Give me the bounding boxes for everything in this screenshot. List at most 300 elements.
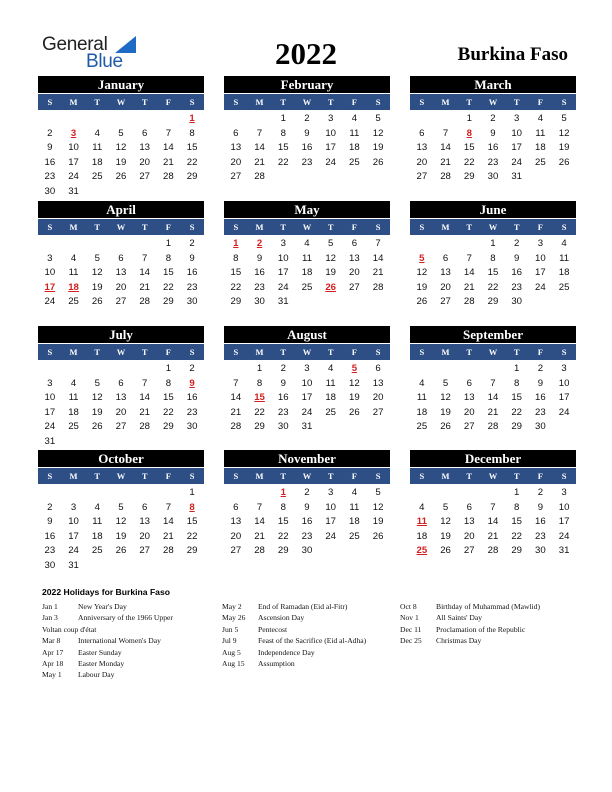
day-cell: 15	[463, 142, 475, 154]
holiday-item	[42, 669, 173, 680]
day-cell: 9	[304, 501, 310, 513]
holiday-day: 5	[351, 363, 358, 374]
logo-blue-text: Blue	[86, 51, 123, 72]
weekday-label: T	[280, 222, 287, 232]
weekday-label: M	[69, 347, 78, 357]
holiday-item	[222, 624, 366, 635]
day-cell: 25	[325, 406, 336, 418]
day-cell: 29	[254, 421, 265, 433]
week-row	[38, 391, 204, 406]
holiday-date: May 1	[42, 670, 62, 680]
weekday-label: F	[165, 471, 171, 481]
month-september	[410, 326, 576, 435]
weekday-label: S	[47, 471, 53, 481]
day-cell: 30	[535, 421, 546, 433]
day-cell: 5	[94, 377, 100, 389]
weekday-header	[410, 219, 576, 235]
month-name: August	[224, 326, 390, 343]
day-cell: 16	[535, 516, 546, 528]
day-cell: 7	[490, 501, 496, 513]
month-october	[38, 450, 204, 574]
day-cell: 1	[165, 363, 172, 374]
weekday-label: M	[69, 222, 78, 232]
weekday-label: M	[441, 222, 450, 232]
week-row	[224, 281, 390, 296]
day-cell: 18	[301, 267, 313, 279]
month-name: January	[38, 76, 204, 93]
day-cell: 20	[349, 267, 360, 279]
day-cell: 28	[440, 171, 451, 183]
weekday-label: W	[302, 222, 312, 232]
day-cell: 27	[463, 545, 475, 557]
empty-day-cell	[85, 112, 109, 127]
week-row	[410, 295, 576, 310]
weekday-label: S	[375, 347, 381, 357]
day-cell: 14	[163, 142, 174, 154]
empty-day-cell	[343, 420, 367, 435]
day-cell: 14	[163, 516, 174, 528]
week-row	[410, 377, 576, 392]
empty-day-cell	[410, 112, 434, 127]
day-cell: 8	[513, 501, 520, 513]
weekday-header	[38, 468, 204, 484]
week-row	[410, 252, 576, 267]
weekday-label: S	[47, 222, 53, 232]
day-cell: 15	[230, 267, 242, 279]
holiday-item	[222, 612, 366, 623]
weekday-label: T	[141, 347, 148, 357]
empty-day-cell	[85, 185, 109, 200]
week-row	[224, 530, 390, 545]
week-row	[224, 486, 390, 501]
week-row	[224, 515, 390, 530]
day-cell: 12	[115, 142, 127, 154]
day-cell: 28	[254, 171, 265, 183]
weekday-header	[410, 468, 576, 484]
holiday-item	[42, 601, 173, 612]
month-name: September	[410, 326, 576, 343]
weekday-label: F	[165, 97, 171, 107]
week-row	[38, 435, 204, 450]
weekday-label: M	[441, 347, 450, 357]
day-cell: 7	[256, 501, 263, 513]
day-cell: 23	[44, 171, 56, 183]
day-cell: 11	[349, 127, 360, 139]
day-cell: 8	[513, 377, 520, 389]
day-cell: 10	[558, 377, 570, 389]
day-cell: 26	[115, 171, 127, 183]
day-cell: 2	[304, 487, 310, 498]
week-row	[38, 252, 204, 267]
day-cell: 20	[463, 530, 475, 542]
empty-day-cell	[319, 544, 343, 559]
empty-day-cell	[343, 170, 367, 185]
day-cell: 16	[487, 142, 499, 154]
weekday-label: F	[537, 471, 543, 481]
weekday-header	[224, 94, 390, 110]
day-cell: 20	[230, 156, 242, 168]
week-row	[410, 281, 576, 296]
empty-day-cell	[366, 295, 390, 310]
holiday-item	[222, 647, 366, 658]
day-cell: 4	[537, 113, 544, 124]
week-row	[224, 295, 390, 310]
empty-day-cell	[109, 185, 133, 200]
week-row	[410, 420, 576, 435]
day-cell: 11	[68, 267, 79, 279]
day-cell: 21	[254, 530, 265, 542]
day-cell: 2	[537, 487, 544, 498]
week-row	[410, 170, 576, 185]
day-cell: 13	[139, 142, 150, 154]
day-cell: 6	[233, 127, 239, 139]
weekday-label: S	[233, 471, 239, 481]
day-cell: 14	[254, 516, 265, 528]
week-row	[224, 544, 390, 559]
weekday-label: S	[419, 97, 425, 107]
empty-day-cell	[85, 435, 109, 450]
day-cell: 6	[466, 377, 472, 389]
day-cell: 12	[91, 392, 103, 404]
month-name: April	[38, 201, 204, 218]
week-row	[38, 266, 204, 281]
weekday-label: T	[141, 471, 148, 481]
day-cell: 24	[68, 545, 79, 557]
day-cell: 11	[416, 392, 427, 404]
week-row	[38, 127, 204, 142]
day-cell: 8	[189, 127, 195, 139]
empty-day-cell	[157, 559, 181, 574]
day-cell: 7	[141, 252, 148, 264]
day-cell: 7	[256, 127, 263, 139]
empty-day-cell	[157, 435, 181, 450]
weekday-label: S	[189, 471, 195, 481]
day-cell: 27	[139, 545, 150, 557]
day-cell: 10	[325, 127, 336, 139]
day-cell: 23	[487, 156, 499, 168]
weekday-label: M	[69, 97, 78, 107]
day-cell: 25	[349, 156, 360, 168]
weekday-label: T	[327, 97, 334, 107]
day-cell: 4	[327, 363, 334, 374]
week-row	[38, 156, 204, 171]
day-cell: 30	[511, 296, 522, 308]
weekday-label: F	[165, 347, 171, 357]
month-november	[224, 450, 390, 559]
holiday-column	[400, 601, 540, 647]
day-cell: 1	[165, 238, 172, 249]
holiday-date: Aug 5	[222, 647, 241, 657]
day-cell: 3	[561, 363, 567, 374]
day-cell: 18	[91, 530, 103, 542]
day-cell: 12	[440, 392, 451, 404]
day-cell: 8	[233, 252, 239, 264]
day-cell: 27	[440, 296, 451, 308]
day-cell: 9	[47, 142, 53, 154]
month-name: June	[410, 201, 576, 218]
empty-day-cell	[481, 486, 505, 501]
empty-day-cell	[457, 486, 481, 501]
empty-day-cell	[62, 435, 86, 450]
day-cell: 2	[490, 113, 496, 124]
day-cell: 14	[440, 142, 451, 154]
week-row	[410, 544, 576, 559]
weekday-header	[224, 468, 390, 484]
holiday-column	[42, 601, 173, 681]
holiday-date: Mar 8	[42, 636, 61, 646]
holiday-name: Pentecost	[258, 624, 288, 634]
day-cell: 8	[280, 127, 286, 139]
day-cell: 13	[139, 516, 150, 528]
day-cell: 17	[301, 392, 313, 404]
day-cell: 4	[419, 377, 425, 389]
day-cell: 18	[535, 142, 546, 154]
weekday-label: W	[302, 347, 312, 357]
day-cell: 17	[44, 406, 56, 418]
day-cell: 5	[375, 487, 381, 498]
holiday-day: 15	[254, 392, 265, 404]
empty-day-cell	[38, 112, 62, 127]
week-row	[410, 501, 576, 516]
week-row	[224, 156, 390, 171]
day-cell: 22	[163, 281, 174, 293]
weekday-label: F	[351, 347, 357, 357]
day-cell: 23	[186, 281, 198, 293]
day-cell: 19	[372, 142, 384, 154]
holiday-date: Apr 18	[42, 658, 64, 668]
day-cell: 12	[325, 252, 336, 264]
day-cell: 3	[327, 487, 334, 498]
weekday-label: T	[280, 471, 287, 481]
empty-day-cell	[109, 112, 133, 127]
day-cell: 2	[513, 238, 520, 249]
day-cell: 5	[375, 113, 381, 124]
weekday-label: S	[419, 471, 425, 481]
day-cell: 6	[442, 252, 449, 264]
weekday-label: T	[141, 97, 148, 107]
day-cell: 12	[558, 127, 570, 139]
day-cell: 26	[91, 421, 103, 433]
day-cell: 14	[487, 516, 499, 528]
month-name: October	[38, 450, 204, 467]
month-name: February	[224, 76, 390, 93]
holiday-column	[222, 601, 366, 669]
day-cell: 25	[91, 545, 103, 557]
day-cell: 2	[537, 363, 544, 374]
day-cell: 18	[68, 406, 79, 418]
day-cell: 23	[511, 281, 522, 293]
day-cell: 4	[94, 501, 100, 513]
day-cell: 6	[141, 501, 148, 513]
day-cell: 21	[487, 406, 499, 418]
week-row	[224, 391, 390, 406]
empty-day-cell	[434, 237, 458, 252]
day-cell: 30	[186, 296, 198, 308]
day-cell: 13	[463, 392, 475, 404]
day-cell: 3	[47, 252, 53, 264]
holiday-name: Easter Sunday	[78, 647, 122, 657]
day-cell: 31	[301, 421, 313, 433]
weekday-header	[410, 344, 576, 360]
day-cell: 7	[490, 377, 496, 389]
empty-day-cell	[434, 486, 458, 501]
day-cell: 27	[463, 421, 475, 433]
empty-day-cell	[457, 362, 481, 377]
weekday-label: W	[488, 347, 498, 357]
day-cell: 21	[163, 156, 174, 168]
day-cell: 24	[301, 406, 313, 418]
day-cell: 7	[442, 127, 449, 139]
day-cell: 19	[91, 406, 103, 418]
day-cell: 1	[466, 113, 472, 124]
day-cell: 15	[511, 392, 522, 404]
empty-day-cell	[38, 362, 62, 377]
weekday-header	[38, 219, 204, 235]
weekday-label: S	[419, 222, 425, 232]
week-row	[224, 266, 390, 281]
day-cell: 20	[139, 530, 150, 542]
empty-day-cell	[109, 435, 133, 450]
weekday-label: T	[466, 222, 473, 232]
day-cell: 15	[186, 142, 198, 154]
day-cell: 7	[375, 238, 381, 249]
day-cell: 5	[118, 127, 124, 139]
weekday-label: T	[466, 97, 473, 107]
empty-day-cell	[343, 295, 367, 310]
day-cell: 15	[487, 267, 499, 279]
day-cell: 22	[277, 156, 289, 168]
day-cell: 14	[139, 267, 150, 279]
holiday-day: 1	[189, 113, 195, 124]
week-row	[224, 252, 390, 267]
week-row	[224, 362, 390, 377]
week-row	[410, 266, 576, 281]
day-cell: 26	[440, 421, 451, 433]
day-cell: 19	[440, 406, 451, 418]
empty-day-cell	[85, 486, 109, 501]
day-cell: 23	[535, 406, 546, 418]
empty-day-cell	[180, 185, 204, 200]
day-cell: 17	[68, 530, 79, 542]
day-cell: 16	[301, 142, 313, 154]
day-cell: 25	[558, 281, 570, 293]
day-cell: 25	[349, 530, 360, 542]
day-cell: 24	[44, 421, 56, 433]
day-cell: 14	[254, 142, 265, 154]
day-cell: 13	[440, 267, 451, 279]
weekday-label: T	[327, 347, 334, 357]
empty-day-cell	[295, 295, 319, 310]
day-cell: 29	[277, 545, 289, 557]
day-cell: 5	[442, 501, 449, 513]
day-cell: 3	[70, 501, 77, 513]
country-title: Burkina Faso	[457, 44, 568, 65]
day-cell: 1	[513, 487, 520, 498]
holiday-name: Voltan coup d'état	[42, 624, 97, 634]
holiday-name: New Year's Day	[78, 602, 127, 611]
week-row	[38, 420, 204, 435]
day-cell: 30	[44, 559, 56, 571]
week-row	[410, 141, 576, 156]
day-cell: 19	[91, 281, 103, 293]
holiday-date: May 2	[222, 602, 242, 611]
day-cell: 5	[561, 113, 567, 124]
day-cell: 15	[163, 392, 174, 404]
day-cell: 29	[230, 296, 242, 308]
weekday-label: W	[116, 222, 126, 232]
weekday-label: F	[351, 471, 357, 481]
weekday-label: T	[94, 97, 101, 107]
empty-day-cell	[133, 185, 157, 200]
day-cell: 30	[301, 545, 313, 557]
day-cell: 17	[558, 392, 570, 404]
day-cell: 21	[372, 267, 384, 279]
day-cell: 19	[115, 530, 127, 542]
week-row	[224, 420, 390, 435]
empty-day-cell	[248, 486, 272, 501]
weekday-label: F	[537, 347, 543, 357]
day-cell: 20	[139, 156, 150, 168]
weekday-label: T	[327, 222, 334, 232]
day-cell: 18	[91, 156, 103, 168]
week-row	[38, 530, 204, 545]
day-cell: 16	[301, 516, 313, 528]
empty-day-cell	[133, 237, 157, 252]
week-row	[38, 559, 204, 574]
weekday-label: T	[141, 222, 148, 232]
weekday-header	[410, 94, 576, 110]
day-cell: 1	[513, 363, 520, 374]
empty-day-cell	[157, 486, 181, 501]
day-cell: 10	[558, 501, 570, 513]
weekday-label: F	[537, 97, 543, 107]
week-row	[224, 377, 390, 392]
empty-day-cell	[109, 559, 133, 574]
weekday-label: M	[255, 222, 264, 232]
weekday-header	[224, 219, 390, 235]
day-cell: 22	[186, 530, 198, 542]
week-row	[38, 501, 204, 516]
month-name: November	[224, 450, 390, 467]
weekday-label: S	[561, 347, 567, 357]
day-cell: 13	[115, 392, 127, 404]
weekday-label: T	[513, 222, 520, 232]
holiday-name: Proclamation of the Republic	[436, 624, 526, 634]
holiday-item	[400, 612, 540, 623]
day-cell: 3	[513, 113, 520, 124]
week-row	[224, 112, 390, 127]
empty-day-cell	[85, 362, 109, 377]
empty-day-cell	[109, 486, 133, 501]
day-cell: 26	[558, 156, 570, 168]
month-january	[38, 76, 204, 200]
day-cell: 12	[91, 267, 103, 279]
holiday-item	[222, 658, 366, 669]
day-cell: 6	[118, 377, 124, 389]
weekday-label: W	[116, 471, 126, 481]
weekday-label: F	[165, 222, 171, 232]
day-cell: 4	[94, 127, 100, 139]
empty-day-cell	[62, 362, 86, 377]
day-cell: 7	[466, 252, 472, 264]
week-row	[38, 185, 204, 200]
day-cell: 24	[558, 530, 570, 542]
weekday-label: T	[280, 347, 287, 357]
day-cell: 24	[325, 156, 336, 168]
weekday-label: T	[280, 97, 287, 107]
empty-day-cell	[552, 295, 576, 310]
day-cell: 25	[68, 296, 79, 308]
